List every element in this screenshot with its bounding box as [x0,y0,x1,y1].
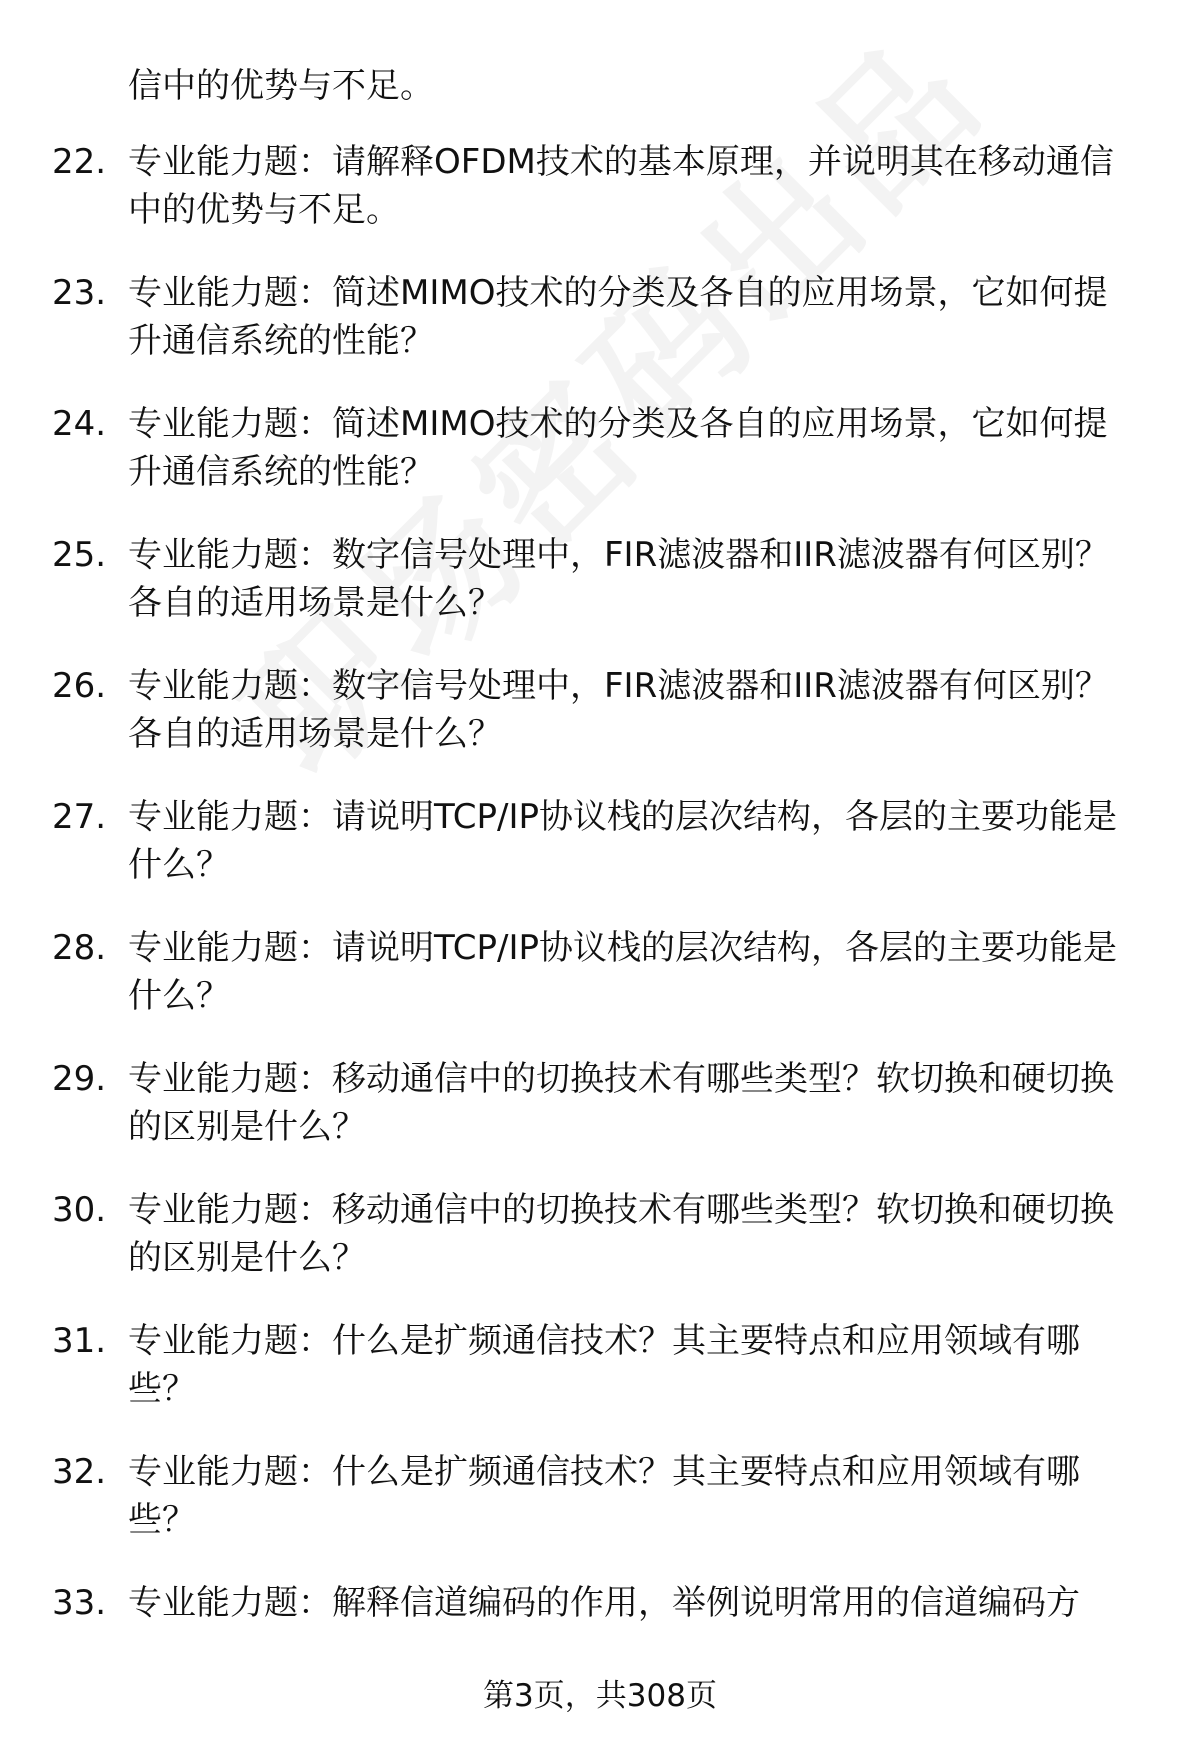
question-text: 专业能力题：简述MIMO技术的分类及各自的应用场景，它如何提升通信系统的性能？ [128,273,1108,361]
question-number: 31. [52,1321,107,1361]
continued-text: 信中的优势与不足。 [128,66,434,106]
question-number: 32. [52,1452,107,1492]
question-list [52,138,1152,1710]
question-number: 24. [52,404,107,444]
question-text: 专业能力题：数字信号处理中，FIR滤波器和IIR滤波器有何区别？各自的适用场景是什么？ [128,535,1109,623]
list-item [52,1186,1152,1317]
list-item [52,400,1152,531]
question-text: 专业能力题：移动通信中的切换技术有哪些类型？软切换和硬切换的区别是什么？ [128,1059,1114,1147]
list-item [52,1448,1152,1579]
page-number-footer: 第3页，共308页 [483,1678,717,1714]
question-number: 30. [52,1190,107,1230]
list-item [52,793,1152,924]
question-number: 26. [52,666,107,706]
list-item [52,1317,1152,1448]
list-item [52,138,1152,269]
question-text: 专业能力题：简述MIMO技术的分类及各自的应用场景，它如何提升通信系统的性能？ [128,404,1108,492]
question-text: 专业能力题：请说明TCP/IP协议栈的层次结构，各层的主要功能是什么？ [128,797,1118,885]
list-item [52,662,1152,793]
list-item [52,1055,1152,1186]
question-number: 27. [52,797,107,837]
question-text: 专业能力题：请说明TCP/IP协议栈的层次结构，各层的主要功能是什么？ [128,928,1118,1016]
question-number: 33. [52,1583,107,1623]
question-text: 专业能力题：移动通信中的切换技术有哪些类型？软切换和硬切换的区别是什么？ [128,1190,1114,1278]
question-number: 28. [52,928,107,968]
question-text: 专业能力题：什么是扩频通信技术？其主要特点和应用领域有哪些？ [128,1321,1080,1409]
list-item [52,531,1152,662]
list-item [52,924,1152,1055]
question-text: 专业能力题：解释信道编码的作用，举例说明常用的信道编码方 [128,1583,1080,1623]
question-number: 29. [52,1059,107,1099]
question-number: 22. [52,142,107,182]
question-text: 专业能力题：数字信号处理中，FIR滤波器和IIR滤波器有何区别？各自的适用场景是什么？ [128,666,1109,754]
question-number: 23. [52,273,107,313]
question-number: 25. [52,535,107,575]
list-item [52,269,1152,400]
question-text: 专业能力题：请解释OFDM技术的基本原理，并说明其在移动通信中的优势与不足。 [128,142,1114,230]
question-text: 专业能力题：什么是扩频通信技术？其主要特点和应用领域有哪些？ [128,1452,1080,1540]
